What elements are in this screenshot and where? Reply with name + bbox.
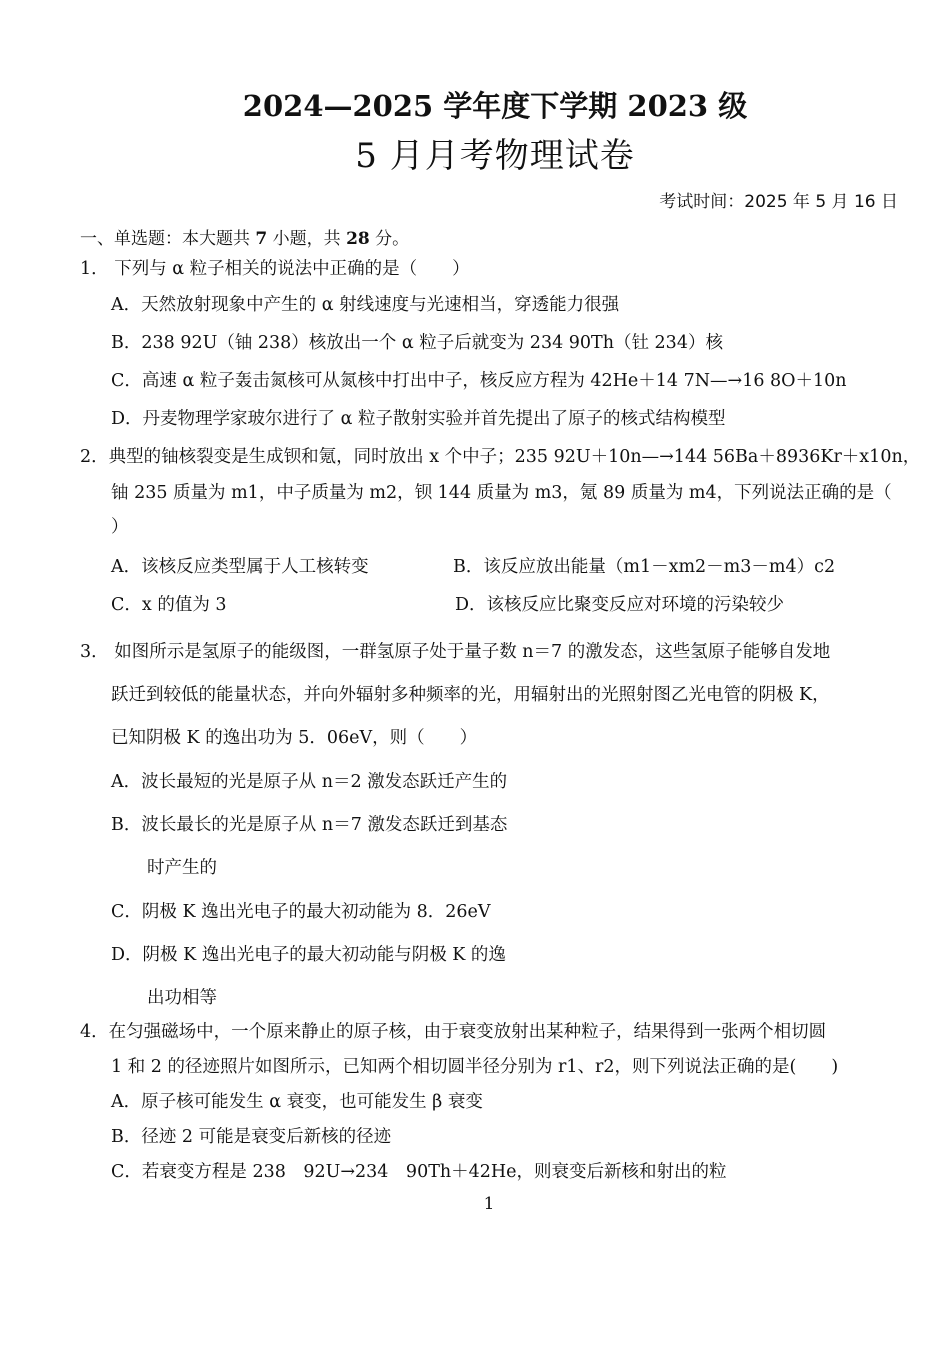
exam-title-line2: 5 月月考物理试卷 xyxy=(355,136,635,176)
q2-stem-line2: 铀 235 质量为 m1，中子质量为 m2，钡 144 质量为 m3，氪 89 质量为 m4，下列说法正确的是（ xyxy=(111,483,892,503)
q2-option-c: C．x 的值为 3 xyxy=(111,595,227,615)
section-count: 7 xyxy=(255,229,268,249)
q1-stem: 1． 下列与 α 粒子相关的说法中正确的是（ ） xyxy=(80,259,470,279)
section-text-pre: 一、单选题：本大题共 xyxy=(80,229,256,249)
q3-option-b-line1: B．波长最长的光是原子从 n＝7 激发态跃迁到基态 xyxy=(111,815,508,835)
q3-option-a: A．波长最短的光是原子从 n＝2 激发态跃迁产生的 xyxy=(111,772,508,792)
q3-option-b-line2: 时产生的 xyxy=(147,858,217,878)
q3-stem-line1: 3． 如图所示是氢原子的能级图，一群氢原子处于量子数 n＝7 的激发态，这些氢原子能够自发地 xyxy=(80,642,831,662)
page-number: 1 xyxy=(483,1194,495,1214)
q3-option-d-line2: 出功相等 xyxy=(147,988,217,1008)
q2-stem-line1: 2．典型的铀核裂变是生成钡和氪，同时放出 x 个中子；235 92U＋10n—→144 56Ba＋8936Kr＋x10n， xyxy=(80,447,921,467)
q1-option-d: D．丹麦物理学家玻尔进行了 α 粒子散射实验并首先提出了原子的核式结构模型 xyxy=(111,409,726,429)
q4-option-a: A．原子核可能发生 α 衰变，也可能发生 β 衰变 xyxy=(111,1092,483,1112)
exam-time: 考试时间：2025 年 5 月 16 日 xyxy=(659,192,898,212)
q2-stem-line3: ） xyxy=(111,517,129,537)
section-score: 28 xyxy=(346,229,370,249)
q3-stem-line2: 跃迁到较低的能量状态，并向外辐射多种频率的光，用辐射出的光照射图乙光电管的阴极 K， xyxy=(111,685,830,705)
q4-option-b: B．径迹 2 可能是衰变后新核的径迹 xyxy=(111,1127,392,1147)
q4-stem-line1: 4．在匀强磁场中，一个原来静止的原子核，由于衰变放射出某种粒子，结果得到一张两个相切圆 xyxy=(80,1022,827,1042)
q4-option-c: C．若衰变方程是 238 92U→234 90Th＋42He，则衰变后新核和射出的粒 xyxy=(111,1162,727,1182)
q1-option-c: C．高速 α 粒子轰击氮核可从氮核中打出中子，核反应方程为 42He＋14 7N—→16 8O＋10n xyxy=(111,371,847,391)
q2-option-b: B．该反应放出能量（m1－xm2－m3－m4）c2 xyxy=(453,557,836,577)
section-heading xyxy=(80,224,409,249)
q1-option-b: B．238 92U（铀 238）核放出一个 α 粒子后就变为 234 90Th（钍 234）核 xyxy=(111,333,723,353)
section-text-post: 分。 xyxy=(369,229,410,249)
q2-option-d: D．该核反应比聚变反应对环境的污染较少 xyxy=(455,595,785,615)
exam-title-line1: 2024—2025 学年度下学期 2023 级 xyxy=(242,89,748,123)
q2-option-a: A．该核反应类型属于人工核转变 xyxy=(111,557,369,577)
q3-option-c: C．阴极 K 逸出光电子的最大初动能为 8．26eV xyxy=(111,902,491,922)
section-text-mid: 小题，共 xyxy=(267,229,347,249)
q4-stem-line2: 1 和 2 的径迹照片如图所示，已知两个相切圆半径分别为 r1、r2，则下列说法正确的是( ) xyxy=(111,1057,839,1077)
q3-option-d-line1: D．阴极 K 逸出光电子的最大初动能与阴极 K 的逸 xyxy=(111,945,506,965)
q1-option-a: A．天然放射现象中产生的 α 射线速度与光速相当，穿透能力很强 xyxy=(111,295,620,315)
q3-stem-line3: 已知阴极 K 的逸出功为 5．06eV，则（ ） xyxy=(111,728,478,748)
